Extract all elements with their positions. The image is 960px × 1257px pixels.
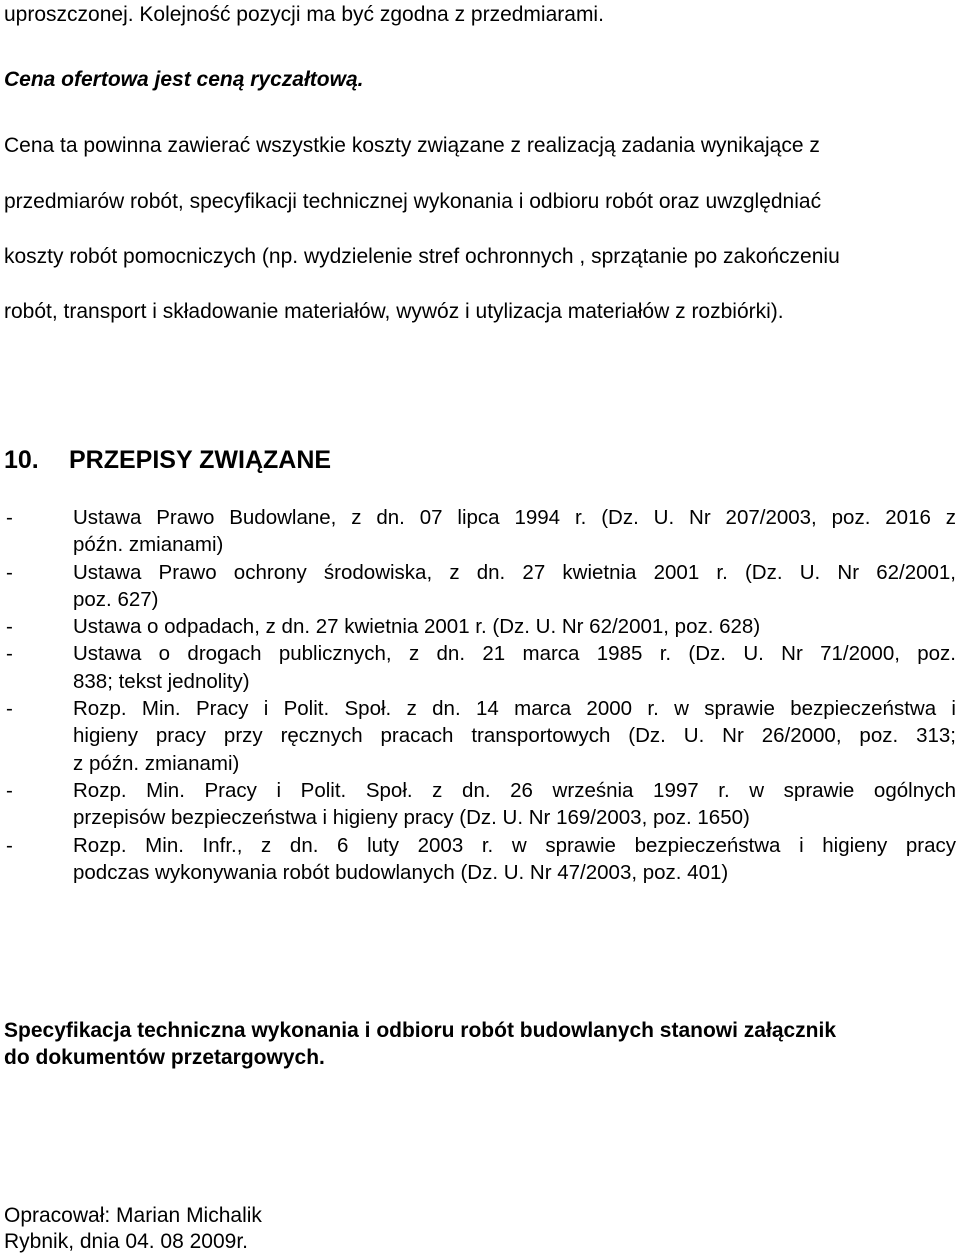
- list-dash: -: [6, 615, 13, 639]
- regulation-line: Ustawa Prawo Budowlane, z dn. 07 lipca 1994 r. (Dz. U. Nr 207/2003, poz. 2016 z: [73, 506, 956, 529]
- regulation-line: Ustawa o drogach publicznych, z dn. 21 marca 1985 r. (Dz. U. Nr 71/2000, poz.: [73, 642, 956, 666]
- regulation-item: [0, 504, 960, 559]
- top-text: uproszczonej. Kolejność pozycji ma być zgodna z przedmiarami.: [4, 3, 604, 26]
- regulation-line: późn. zmianami): [73, 533, 224, 557]
- list-dash: -: [6, 506, 13, 529]
- spec-line: Specyfikacja techniczna wykonania i odbioru robót budowlanych stanowi załącznik: [4, 1019, 837, 1042]
- regulation-line: Rozp. Min. Infr., z dn. 6 luty 2003 r. w sprawie bezpieczeństwa i higieny pracy: [73, 833, 956, 857]
- section-title: PRZEPISY ZWIĄZANE: [69, 446, 332, 474]
- regulation-item: [0, 613, 960, 640]
- list-dash: -: [6, 642, 13, 666]
- regulation-line: podczas wykonywania robót budowlanych (Dz. U. Nr 47/2003, poz. 401): [73, 860, 729, 884]
- section-number: 10.: [4, 446, 39, 474]
- place-date: Rybnik, dnia 04. 08 2009r.: [4, 1230, 249, 1253]
- regulation-line: Ustawa o odpadach, z dn. 27 kwietnia 2001 r. (Dz. U. Nr 62/2001, poz. 628): [73, 615, 761, 639]
- list-dash: -: [6, 560, 13, 584]
- regulation-line: przepisów bezpieczeństwa i higieny pracy (Dz. U. Nr 169/2003, poz. 1650): [73, 806, 750, 830]
- regulation-line: 838; tekst jednolity): [73, 669, 250, 693]
- regulation-line: poz. 627): [73, 587, 159, 611]
- regulation-line: z późn. zmianami): [73, 751, 240, 775]
- paragraph-line: robót, transport i składowanie materiałów, wywóz i utylizacja materiałów z rozbiórki).: [4, 300, 784, 323]
- spec-line: do dokumentów przetargowych.: [4, 1046, 325, 1069]
- list-dash: -: [6, 697, 13, 721]
- regulation-line: higieny pracy przy ręcznych pracach transportowych (Dz. U. Nr 26/2000, poz. 313;: [73, 724, 956, 748]
- spec-note: [4, 1017, 836, 1071]
- paragraph-line: koszty robót pomocniczych (np. wydzielenie stref ochronnych , sprzątanie po zakończeniu: [4, 245, 840, 268]
- section-heading: [4, 445, 331, 475]
- list-dash: -: [6, 778, 13, 802]
- regulation-item: [0, 640, 960, 695]
- list-dash: -: [6, 833, 13, 857]
- regulation-item: [0, 559, 960, 614]
- author-signature: Opracował: Marian Michalik: [4, 1204, 262, 1227]
- regulation-line: Rozp. Min. Pracy i Polit. Społ. z dn. 26 września 1997 r. w sprawie ogólnych: [73, 778, 956, 802]
- regulation-line: Rozp. Min. Pracy i Polit. Społ. z dn. 14 marca 2000 r. w sprawie bezpieczeństwa i: [73, 697, 956, 721]
- paragraph-line: Cena ta powinna zawierać wszystkie koszty związane z realizacją zadania wynikające z: [4, 134, 820, 157]
- regulation-item: [0, 832, 960, 887]
- price-note: Cena ofertowa jest ceną ryczałtową.: [4, 68, 364, 91]
- regulation-item: [0, 695, 960, 777]
- regulation-item: [0, 777, 960, 832]
- paragraph-line: przedmiarów robót, specyfikacji technicznej wykonania i odbioru robót oraz uwzględniać: [4, 190, 822, 213]
- regulation-line: Ustawa Prawo ochrony środowiska, z dn. 27 kwietnia 2001 r. (Dz. U. Nr 62/2001,: [73, 560, 956, 584]
- regulations-list: [0, 504, 960, 886]
